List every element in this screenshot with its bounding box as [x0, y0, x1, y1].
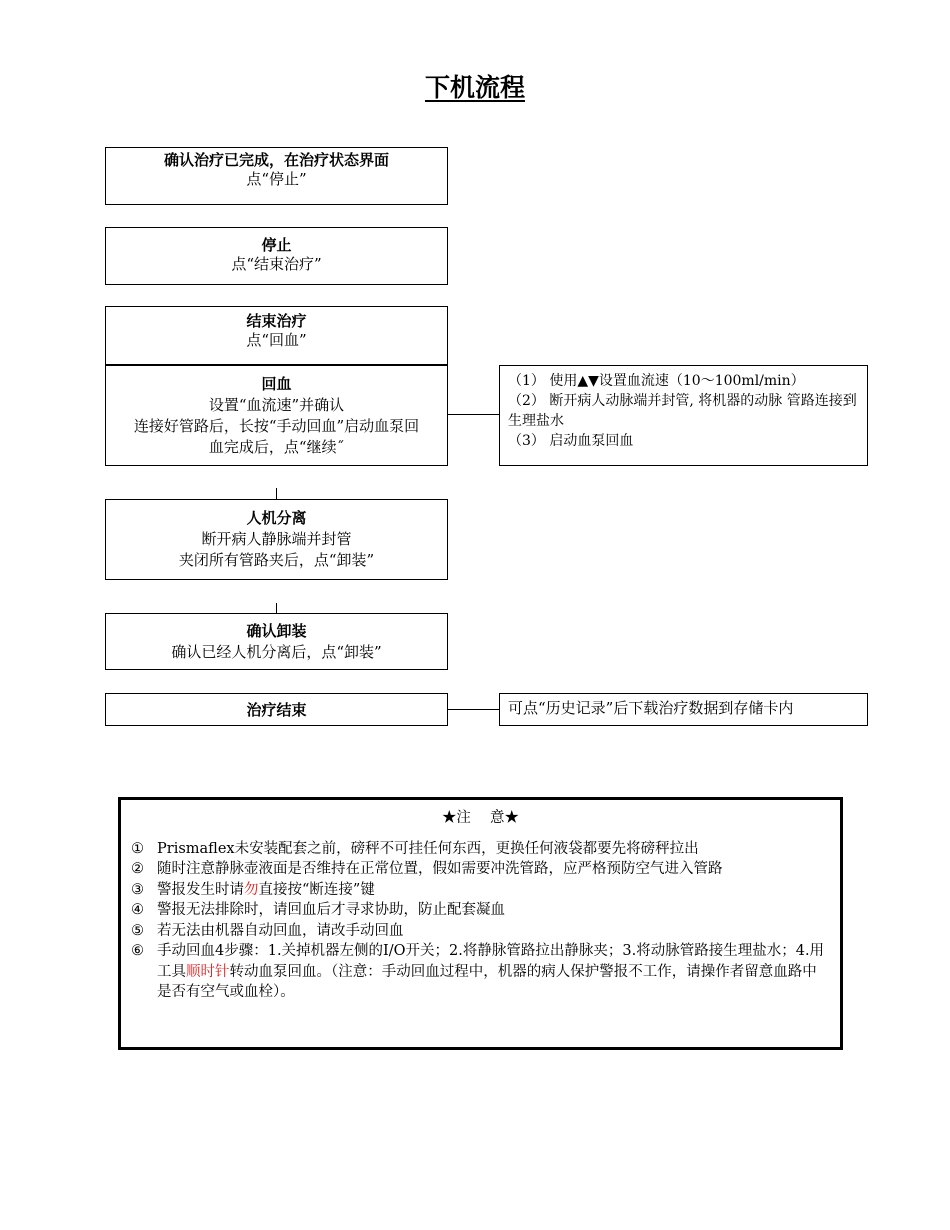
note-line: 可点“历史记录”后下载治疗数据到存储卡内 — [508, 699, 794, 717]
item-text: 随时注意静脉壶液面是否维持在正常位置，假如需要冲洗管路，应严格预防空气进入管路 — [157, 861, 723, 877]
notice-item — [131, 859, 830, 880]
item-number: ② — [131, 861, 144, 877]
step-heading: 确认卸装 — [246, 622, 307, 640]
item-number: ① — [131, 840, 144, 857]
step-disconnect-patient — [105, 499, 448, 580]
step-heading: 回血 — [261, 375, 292, 393]
step-confirm-complete — [105, 147, 448, 205]
item-number: ⑥ — [131, 943, 144, 959]
step-confirm-unload — [105, 613, 448, 670]
notice-item — [131, 921, 830, 942]
item-text: 警报无法排除时，请回血后才寻求协助，防止配套凝血 — [157, 902, 505, 918]
item-text: 若无法由机器自动回血，请改手动回血 — [157, 922, 404, 939]
step-heading: 人机分离 — [246, 509, 307, 527]
notice-item — [131, 900, 830, 921]
return-blood-note — [499, 365, 868, 466]
item-text: Prismaflex未安装配套之前，磅秤不可挂任何东西，更换任何液袋都要先将磅秤拉出 — [157, 840, 699, 857]
step-instruction: 血完成后，点“继续˝ — [208, 438, 345, 456]
item-number: ⑤ — [131, 922, 144, 939]
step-heading: 结束治疗 — [246, 312, 307, 330]
warning-emphasis: 勿 — [244, 881, 259, 898]
item-text-part: 警报发生时请 — [157, 881, 244, 898]
warning-emphasis: 顺时针 — [186, 963, 230, 980]
item-text-part: 转动血泵回血。（注意：手动回血过程中，机器的病人保护警报不工作，请操作者留意血路中是否有空气或血栓）。 — [157, 963, 817, 1000]
page-title: 下机流程 — [424, 73, 525, 102]
step-stop — [105, 227, 448, 285]
step-end-treatment — [105, 306, 448, 365]
step-instruction: 设置“血流速”并确认 — [208, 396, 345, 414]
item-text-part: 直接按“断连接”键 — [258, 881, 375, 898]
connector-return-blood-note — [447, 414, 500, 415]
notice-title: ★注 意★ — [441, 810, 520, 826]
note-line: （3） 启动血泵回血 — [508, 433, 634, 449]
item-text — [157, 941, 830, 1003]
step-instruction: 断开病人静脉端并封管 — [201, 530, 352, 548]
step-heading: 停止 — [261, 236, 292, 254]
step-instruction: 点“回血” — [246, 331, 307, 349]
step-instruction: 夹闭所有管路夹后，点“卸装” — [178, 551, 375, 569]
step-treatment-finished — [105, 693, 448, 726]
step-heading: 治疗结束 — [246, 701, 307, 719]
notice-item — [131, 880, 830, 901]
item-text-part: 手动回血4步骤：1.关掉机器左侧的I/O开关；2.将静脉管路拉出静脉夹；3.将动脉管路接生理盐水；4.用工具 — [157, 943, 825, 980]
step-instruction: 点“停止” — [246, 170, 307, 188]
note-line: （1） 使用▲▼设置血流速（10～100ml/min） — [508, 373, 805, 389]
connector-end-note — [447, 709, 500, 710]
step-heading: 确认治疗已完成，在治疗状态界面 — [163, 151, 389, 169]
item-text — [157, 880, 830, 901]
item-number: ④ — [131, 902, 144, 918]
end-note — [499, 693, 868, 726]
notice-item — [131, 941, 830, 1003]
step-instruction: 确认已经人机分离后，点“卸装” — [171, 643, 382, 661]
notice-box — [118, 797, 843, 1050]
step-return-blood — [105, 365, 448, 466]
notice-item — [131, 839, 830, 860]
step-instruction: 连接好管路后，长按“手动回血”启动血泵回 — [133, 417, 420, 435]
step-instruction: 点“结束治疗” — [231, 255, 322, 273]
note-line: （2） 断开病人动脉端并封管, 将机器的动脉 管路连接到生理盐水 — [508, 393, 857, 429]
item-number: ③ — [131, 881, 144, 898]
